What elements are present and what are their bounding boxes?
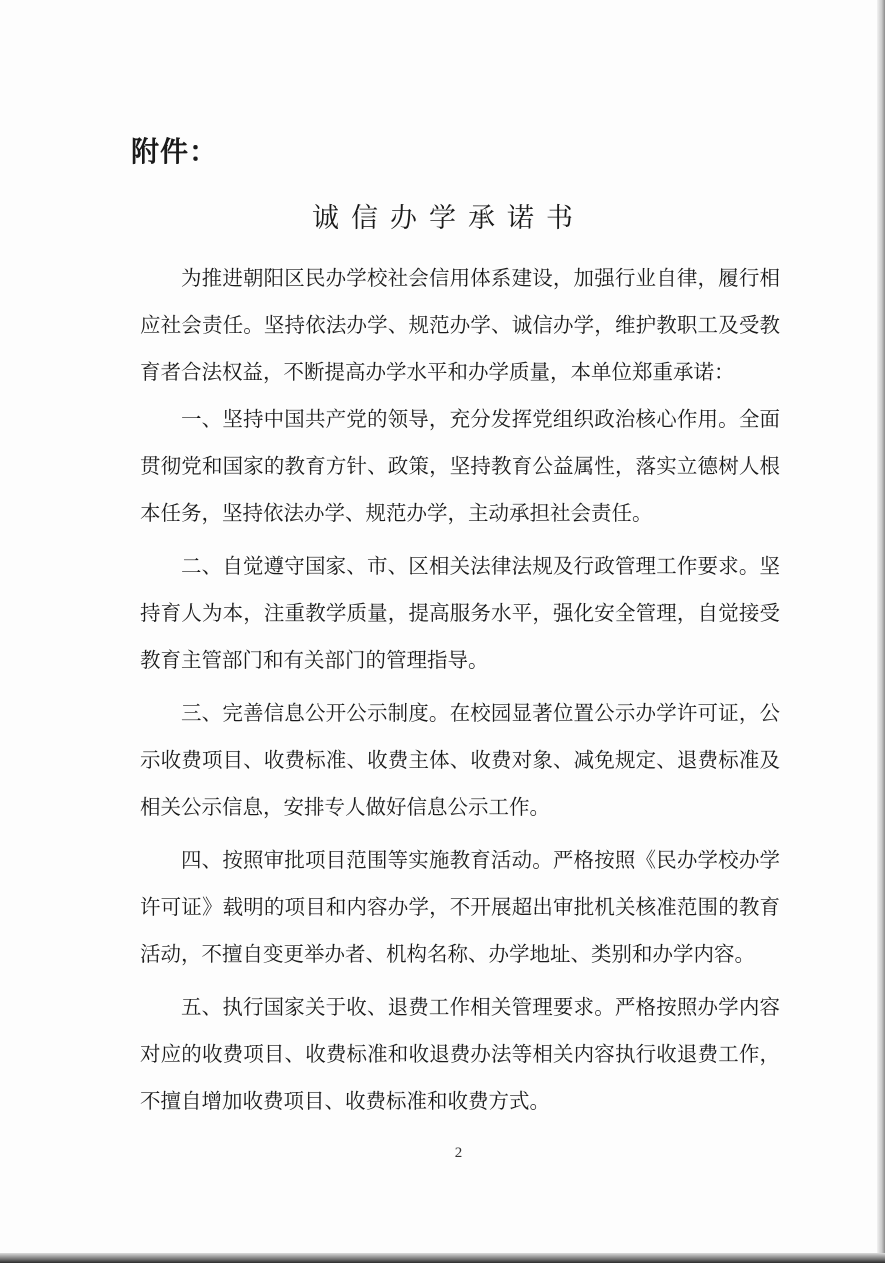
commitment-paragraph-1: 一、坚持中国共产党的领导，充分发挥党组织政治核心作用。全面贯彻党和国家的教育方针、政策，坚持教育公益属性，落实立德树人根本任务，坚持依法办学、规范办学，主动承担社会责任。 [140, 407, 780, 525]
commitment-paragraph-4: 四、按照审批项目范围等实施教育活动。严格按照《民办学校办学许可证》载明的项目和内容办学，不开展超出审批机关核准范围的教育活动，不擅自变更举办者、机构名称、办学地址、类别和办学内容。 [140, 848, 780, 966]
commitment-paragraph-5: 五、执行国家关于收、退费工作相关管理要求。严格按照办学内容对应的收费项目、收费标准和收退费办法等相关内容执行收退费工作，不擅自增加收费项目、收费标准和收费方式。 [140, 995, 780, 1113]
scan-edge-right [877, 0, 885, 1263]
commitment-paragraph-2: 二、自觉遵守国家、市、区相关法律法规及行政管理工作要求。坚持育人为本，注重教学质量，提高服务水平，强化安全管理，自觉接受教育主管部门和有关部门的管理指导。 [140, 554, 780, 672]
commitment-paragraph-3: 三、完善信息公开公示制度。在校园显著位置公示办学许可证，公示收费项目、收费标准、收费主体、收费对象、减免规定、退费标准及相关公示信息，安排专人做好信息公示工作。 [140, 701, 780, 819]
document-body [140, 255, 780, 1125]
page-title: 诚信办学承诺书 [312, 203, 585, 234]
page-number: 2 [454, 1145, 463, 1161]
intro-paragraph: 为推进朝阳区民办学校社会信用体系建设，加强行业自律，履行相应社会责任。坚持依法办学、规范办学、诚信办学，维护教职工及受教育者合法权益，不断提高办学水平和办学质量，本单位郑重承诺： [140, 266, 780, 384]
attachment-label: 附件： [131, 135, 219, 168]
scan-edge-bottom [0, 1253, 885, 1263]
